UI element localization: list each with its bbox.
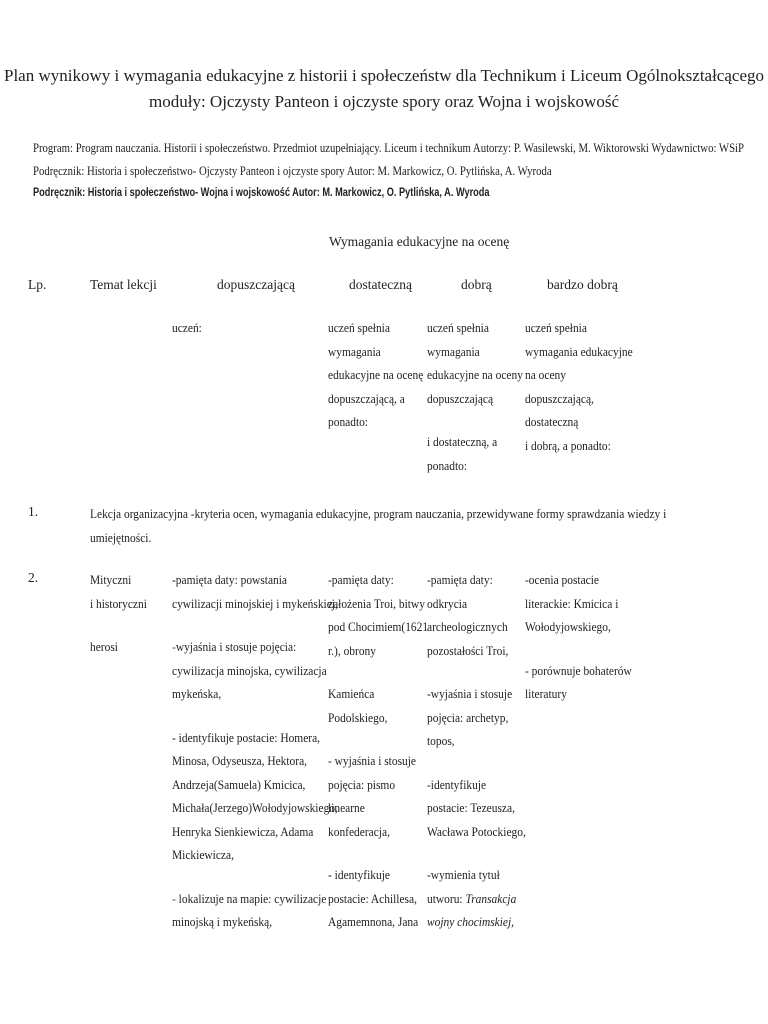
header-grade-5: bardzo dobrą [547,277,618,292]
row2-lp: 2. [28,570,39,585]
row1-description: Lekcja organizacyjna -kryteria ocen, wymagania edukacyjne, program nauczania, przewidywane formy sprawdzania wiedzy i umiejętności. [90,506,667,545]
row2-grade-4: -pamięta daty: odkrycia archeologicznych pozostałości Troi, -wyjaśnia i stosuje pojęcia: archetyp, topos, -identyfikuje postacie: Tezeusza, Wacława Potockiego, -wymienia tytuł utworu: Transakcja wojny chocimskiej, [427,572,526,929]
row2-topic: Mityczni i historyczni herosi [90,572,147,654]
header-grade-4: dobrą [461,277,492,292]
program-info: Program: Program nauczania. Historii i społeczeństwo. Przedmiot uzupełniający. Liceum i technikum Autorzy: P. Wasilewski, M. Wiktorowski Wydawnictwo: WSiP [33,141,745,155]
intro-grade-2: uczeń: [172,320,202,335]
textbook-info-1: Podręcznik: Historia i społeczeństwo- Ojczysty Panteon i ojczyste spory Autor: M. Markowicz, O. Pytlińska, A. Wyroda [33,164,552,178]
row2-grade-5: -ocenia postacie literackie: Kmicica i Wołodyjowskiego, - porównuje bohaterów literatury [525,572,632,701]
row2-grade-3: -pamięta daty: założenia Troi, bitwy pod Chocimiem(1621 r.), obrony Kamieńca Podolskiego, - wyjaśnia i stosuje pojęcia: pismo linearne konfederacja, - identyfikuje postacie: Achillesa, Agamemnona, Jana [328,572,429,929]
row2-grade-2: -pamięta daty: powstania cywilizacji minojskiej i mykeńskiej, -wyjaśnia i stosuje pojęcia: cywilizacja minojska, cywilizacja mykeńska, - identyfikuje postacie: Homera, Minosa, Odyseusza, Hektora, Andrzeja(Samuela) Kmicica, Michała(Jerzego)Wołodyjowskiego, Henryka Sienkiewicza, Adama Mickiewicza, - lokalizuje na mapie: cywilizacje minojską i mykeńską, [172,572,338,929]
intro-grade-3: uczeń spełnia wymagania edukacyjne na ocenę dopuszczającą, a ponadto: [328,320,424,429]
header-topic: Temat lekcji [90,277,157,292]
table-caption: Wymagania edukacyjne na ocenę [329,234,510,249]
intro-grade-5: uczeń spełnia wymagania edukacyjne na oceny dopuszczającą, dostateczną i dobrą, a ponadto: [525,320,633,453]
document-title-line1: Plan wynikowy i wymagania edukacyjne z historii i społeczeństw dla Technikum i Liceum Ogólnokształcącego [4,66,764,85]
header-grade-2: dopuszczającą [217,277,295,292]
header-grade-3: dostateczną [349,277,412,292]
row1-lp: 1. [28,504,39,519]
textbook-info-2: Podręcznik: Historia i społeczeństwo- Wojna i wojskowość Autor: M. Markowicz, O. Pytlińska, A. Wyroda [33,187,490,199]
document-title-line2: moduły: Ojczysty Panteon i ojczyste spory oraz Wojna i wojskowość [149,92,619,111]
header-lp: Lp. [28,277,47,292]
intro-grade-4: uczeń spełnia wymagania edukacyjne na oceny dopuszczającą i dostateczną, a ponadto: [427,320,523,473]
